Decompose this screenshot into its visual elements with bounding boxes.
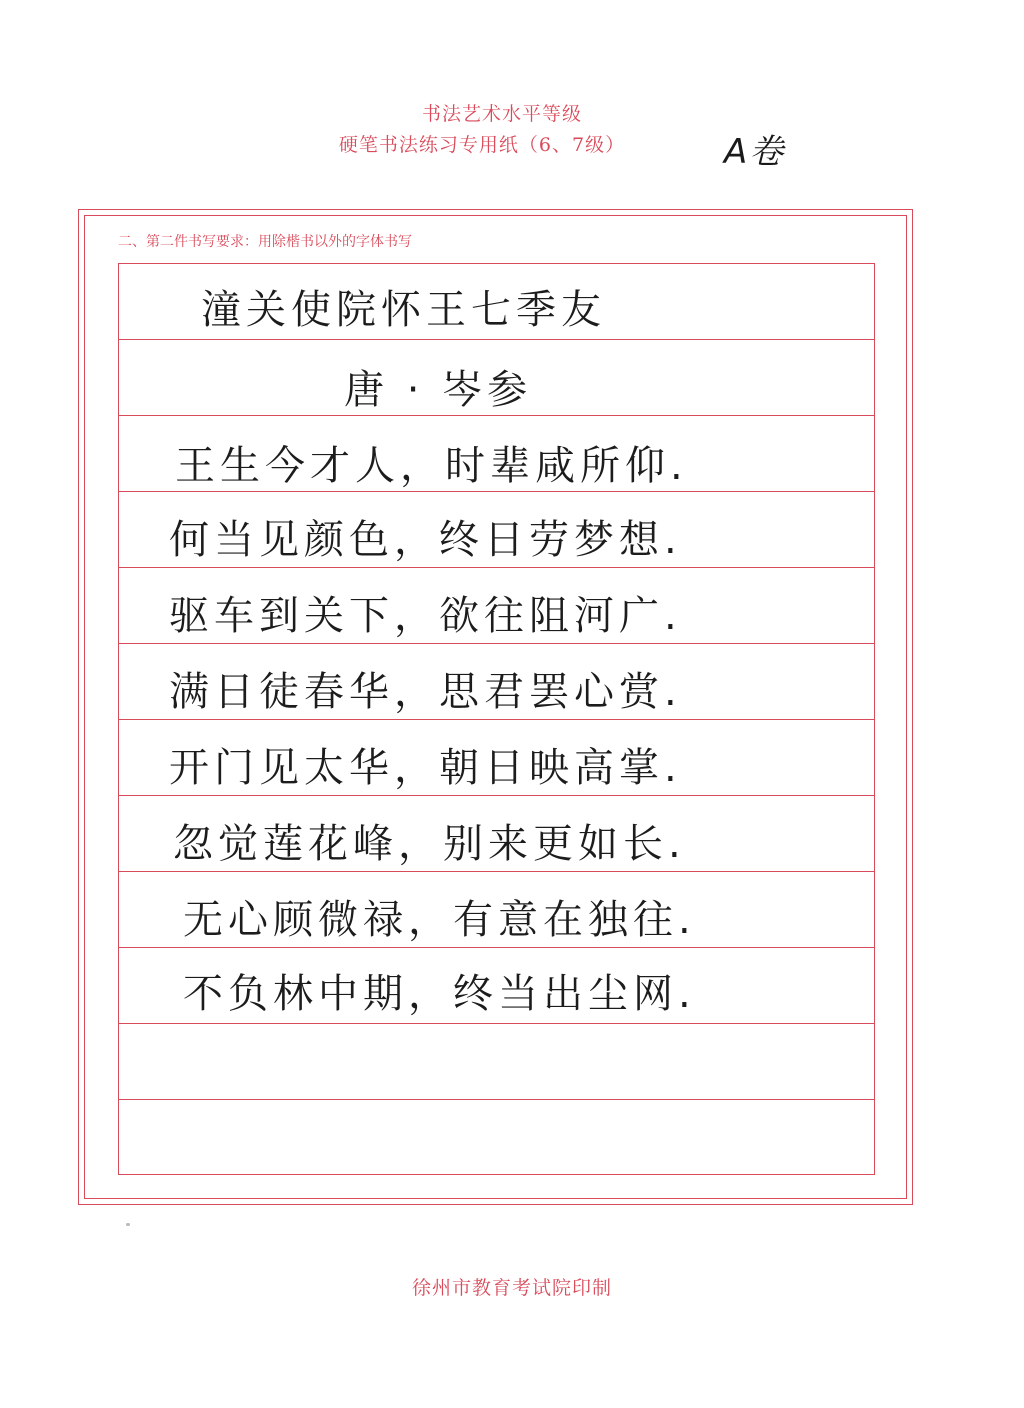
writing-grid: [118, 263, 875, 1175]
page-subtitle: 硬笔书法练习专用纸（6、7级）: [338, 134, 626, 156]
poem-line: 忽觉莲花峰，别来更如长.: [173, 821, 686, 867]
poem-line: 驱车到关下，欲往阻河广.: [169, 593, 682, 639]
paper-version-mark: A卷: [724, 132, 786, 172]
grid-row: [119, 796, 874, 872]
poem-line: 何当见颜色，终日劳梦想.: [169, 517, 682, 563]
grid-row: [119, 872, 874, 948]
grid-row: [119, 416, 874, 492]
grid-row: [119, 1024, 874, 1100]
grid-row: [119, 720, 874, 796]
poem-line: 无心顾微禄，有意在独往.: [183, 897, 696, 943]
grid-row: [119, 948, 874, 1024]
writing-requirement: 二、第二件书写要求：用除楷书以外的字体书写: [118, 234, 412, 250]
grid-row: [119, 340, 874, 416]
poem-author: 唐 · 岑参: [344, 367, 533, 413]
grid-row: [119, 492, 874, 568]
grid-row: [119, 1100, 874, 1176]
paper-speck: [126, 1223, 130, 1226]
grid-row: [119, 644, 874, 720]
poem-title: 潼关使院怀王七季友: [201, 287, 606, 333]
poem-line: 开门见太华，朝日映高掌.: [169, 745, 682, 791]
grid-row: [119, 568, 874, 644]
poem-line: 满日徒春华，思君罢心赏.: [169, 669, 682, 715]
printer-credit: 徐州市教育考试院印制: [411, 1277, 612, 1299]
poem-line: 不负林中期，终当出尘网.: [183, 971, 696, 1017]
poem-line: 王生今才人，时辈咸所仰.: [175, 443, 688, 489]
page-title: 书法艺术水平等级: [421, 103, 582, 125]
grid-row: [119, 264, 874, 340]
